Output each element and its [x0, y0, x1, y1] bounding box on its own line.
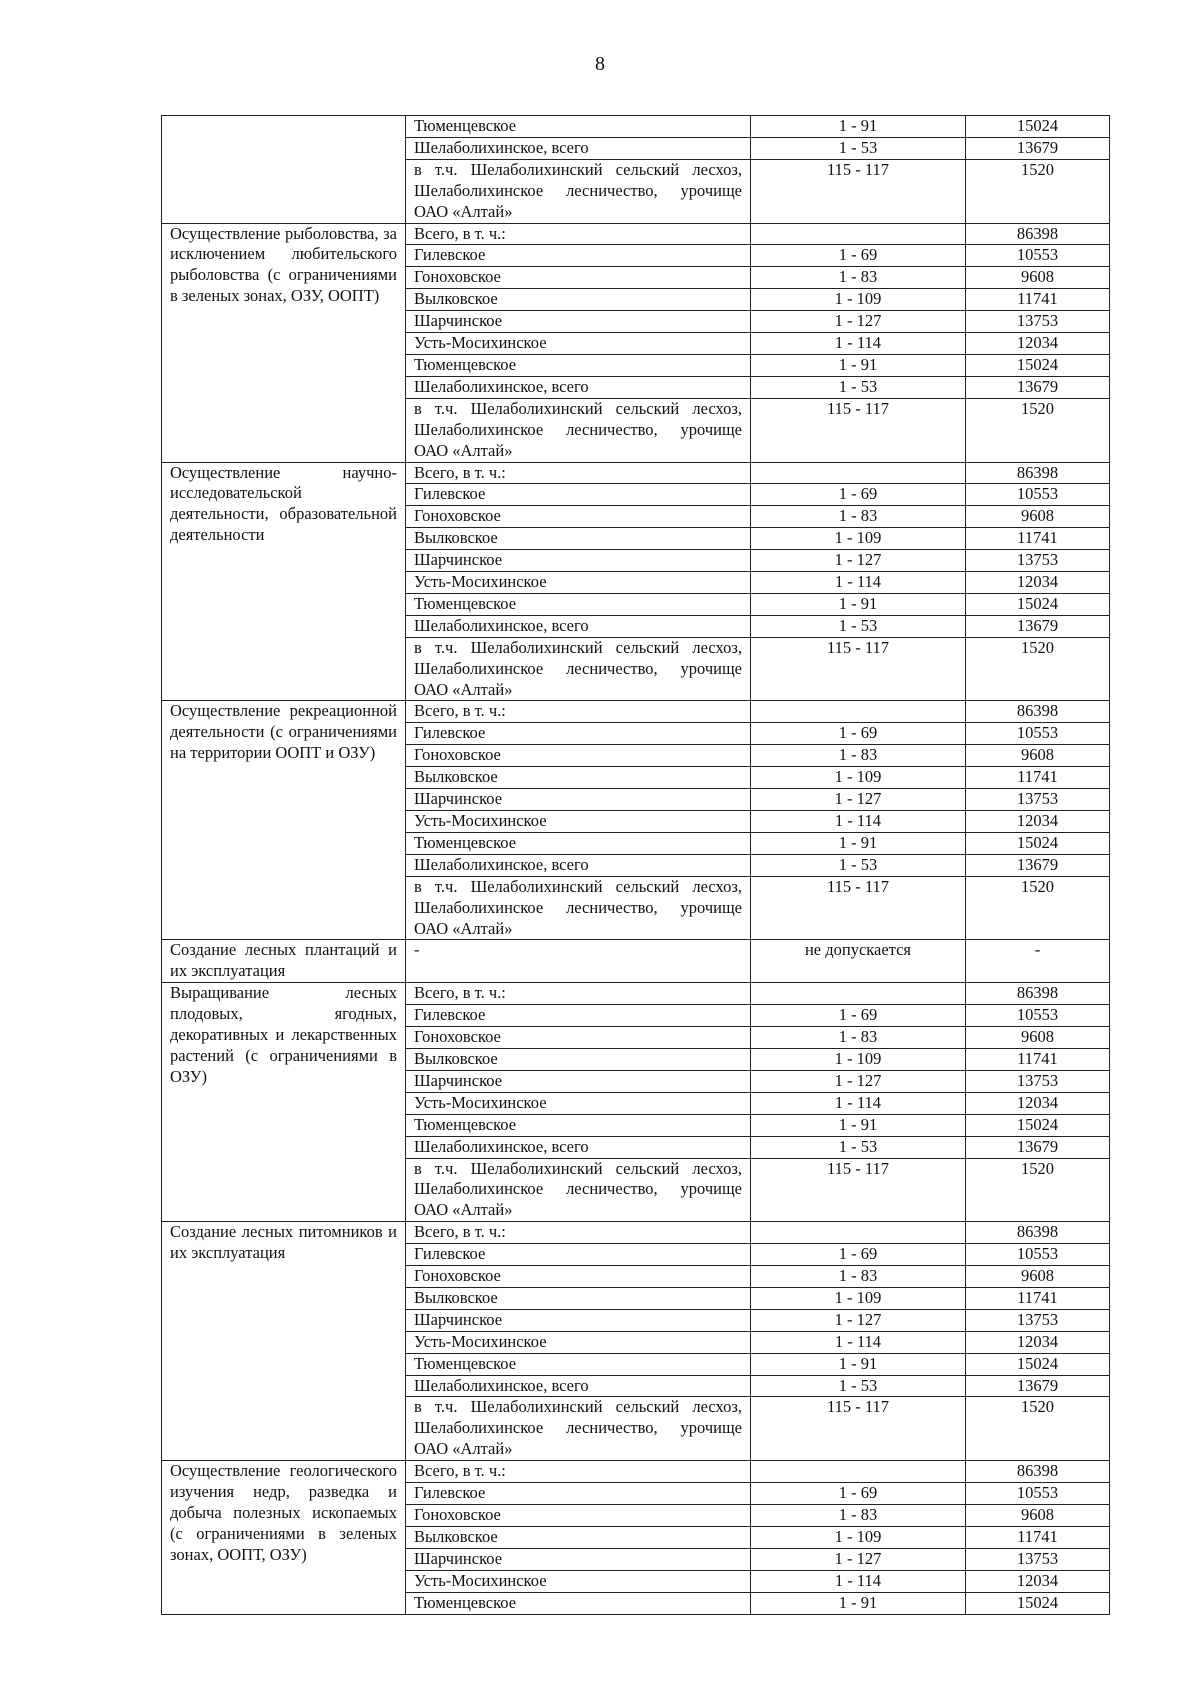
quarter-numbers-cell: 1 - 109 [751, 767, 966, 789]
quarter-numbers-cell: 1 - 127 [751, 1070, 966, 1092]
quarter-numbers-cell: 1 - 69 [751, 245, 966, 267]
area-cell: 9608 [966, 1505, 1110, 1527]
forestry-name-cell: в т.ч. Шелаболихинский сельский лесхоз, Шелаболихинское лесничество, урочище ОАО «Алтай» [406, 637, 751, 701]
forestry-name-cell: Шелаболихинское, всего [406, 1136, 751, 1158]
area-cell: 13753 [966, 1309, 1110, 1331]
quarter-numbers-cell: 1 - 91 [751, 832, 966, 854]
forestry-name-cell: Вылковское [406, 289, 751, 311]
table-row [162, 462, 1110, 484]
area-cell: 12034 [966, 1331, 1110, 1353]
forestry-name-cell: Усть-Мосихинское [406, 333, 751, 355]
forestry-name-cell: Всего, в т. ч.: [406, 701, 751, 723]
area-cell: 86398 [966, 983, 1110, 1005]
quarter-numbers-cell: 1 - 127 [751, 789, 966, 811]
area-cell: 13753 [966, 1070, 1110, 1092]
area-cell: 11741 [966, 767, 1110, 789]
quarter-numbers-cell: 1 - 91 [751, 1114, 966, 1136]
area-cell: 13679 [966, 1375, 1110, 1397]
forestry-name-cell: Шарчинское [406, 550, 751, 572]
table-row [162, 983, 1110, 1005]
quarter-numbers-cell: 1 - 109 [751, 1526, 966, 1548]
area-cell: 11741 [966, 1287, 1110, 1309]
forestry-name-cell: Шелаболихинское, всего [406, 854, 751, 876]
quarter-numbers-cell: 1 - 109 [751, 528, 966, 550]
forestry-name-cell: в т.ч. Шелаболихинский сельский лесхоз, Шелаболихинское лесничество, урочище ОАО «Алтай» [406, 398, 751, 462]
activity-cell: Осуществление рыболовства, за исключением любительского рыболовства (с ограничениями в зеленых зонах, ОЗУ, ООПТ) [162, 223, 406, 462]
area-cell: 13679 [966, 376, 1110, 398]
area-cell: 86398 [966, 462, 1110, 484]
quarter-numbers-cell [751, 1461, 966, 1483]
area-cell: 10553 [966, 245, 1110, 267]
forestry-name-cell: Гилевское [406, 1244, 751, 1266]
quarter-numbers-cell [751, 1222, 966, 1244]
area-cell: 9608 [966, 506, 1110, 528]
forestry-name-cell: Вылковское [406, 1048, 751, 1070]
quarter-numbers-cell: 1 - 83 [751, 1027, 966, 1049]
area-cell: 13753 [966, 311, 1110, 333]
forestry-name-cell: Гоноховское [406, 1027, 751, 1049]
area-cell: 9608 [966, 1266, 1110, 1288]
area-cell: 1520 [966, 1158, 1110, 1222]
activity-cell: Осуществление рекреационной деятельности (с ограничениями на территории ООПТ и ОЗУ) [162, 701, 406, 940]
activity-cell: Создание лесных плантаций и их эксплуатация [162, 940, 406, 983]
quarter-numbers-cell: 115 - 117 [751, 398, 966, 462]
area-cell: 1520 [966, 398, 1110, 462]
forestry-name-cell: Усть-Мосихинское [406, 1331, 751, 1353]
forestry-name-cell: Гоноховское [406, 745, 751, 767]
area-cell: 11741 [966, 289, 1110, 311]
quarter-numbers-cell [751, 462, 966, 484]
forestry-name-cell: Тюменцевское [406, 1114, 751, 1136]
area-cell: 12034 [966, 1092, 1110, 1114]
quarter-numbers-cell: 1 - 53 [751, 615, 966, 637]
forestry-name-cell: Гоноховское [406, 1266, 751, 1288]
page-number: 8 [595, 53, 605, 75]
area-cell: 15024 [966, 1592, 1110, 1614]
area-cell: 13753 [966, 789, 1110, 811]
forestry-name-cell: Всего, в т. ч.: [406, 1461, 751, 1483]
table-body [162, 116, 1110, 1615]
quarter-numbers-cell: 1 - 69 [751, 723, 966, 745]
forestry-name-cell: Вылковское [406, 767, 751, 789]
quarter-numbers-cell: 1 - 53 [751, 1136, 966, 1158]
forest-use-table [161, 115, 1110, 1615]
forestry-name-cell: Шелаболихинское, всего [406, 376, 751, 398]
area-cell: 9608 [966, 745, 1110, 767]
area-cell: 10553 [966, 723, 1110, 745]
forestry-name-cell: Усть-Мосихинское [406, 1092, 751, 1114]
quarter-numbers-cell: 1 - 114 [751, 1331, 966, 1353]
quarter-numbers-cell: 1 - 83 [751, 1266, 966, 1288]
forestry-name-cell: в т.ч. Шелаболихинский сельский лесхоз, Шелаболихинское лесничество, урочище ОАО «Алтай» [406, 1158, 751, 1222]
area-cell: 10553 [966, 1005, 1110, 1027]
area-cell: 13753 [966, 1548, 1110, 1570]
forestry-name-cell: Тюменцевское [406, 1353, 751, 1375]
quarter-numbers-cell [751, 983, 966, 1005]
forestry-name-cell: Всего, в т. ч.: [406, 223, 751, 245]
forestry-name-cell: Гилевское [406, 1483, 751, 1505]
area-cell: 1520 [966, 637, 1110, 701]
forestry-name-cell: Тюменцевское [406, 354, 751, 376]
quarter-numbers-cell: 1 - 114 [751, 811, 966, 833]
quarter-numbers-cell: 115 - 117 [751, 159, 966, 223]
quarter-numbers-cell: 1 - 53 [751, 854, 966, 876]
forestry-name-cell: Гоноховское [406, 1505, 751, 1527]
quarter-numbers-cell [751, 223, 966, 245]
area-cell: 86398 [966, 1222, 1110, 1244]
table-row [162, 1461, 1110, 1483]
quarter-numbers-cell: 1 - 127 [751, 1309, 966, 1331]
quarter-numbers-cell: 1 - 53 [751, 137, 966, 159]
quarter-numbers-cell: 1 - 109 [751, 1287, 966, 1309]
table-row [162, 701, 1110, 723]
forestry-name-cell: Шелаболихинское, всего [406, 137, 751, 159]
forestry-name-cell: Вылковское [406, 1287, 751, 1309]
area-cell: 12034 [966, 1570, 1110, 1592]
forestry-name-cell: Гилевское [406, 1005, 751, 1027]
activity-cell: Осуществление геологического изучения недр, разведка и добыча полезных ископаемых (с ограничениями в зеленых зонах, ООПТ, ОЗУ) [162, 1461, 406, 1614]
quarter-numbers-cell: 115 - 117 [751, 876, 966, 940]
quarter-numbers-cell: 1 - 127 [751, 311, 966, 333]
quarter-numbers-cell: 115 - 117 [751, 1158, 966, 1222]
area-cell: 86398 [966, 701, 1110, 723]
forestry-name-cell: - [406, 940, 751, 983]
forestry-name-cell: Гилевское [406, 484, 751, 506]
forestry-name-cell: Гилевское [406, 723, 751, 745]
forestry-name-cell: Шарчинское [406, 1309, 751, 1331]
activity-cell [162, 116, 406, 224]
quarter-numbers-cell: 1 - 69 [751, 1244, 966, 1266]
quarter-numbers-cell: 1 - 69 [751, 1483, 966, 1505]
area-cell: 15024 [966, 832, 1110, 854]
table-row [162, 223, 1110, 245]
forestry-name-cell: Гоноховское [406, 506, 751, 528]
forestry-name-cell: Усть-Мосихинское [406, 811, 751, 833]
area-cell: 15024 [966, 593, 1110, 615]
forestry-name-cell: Тюменцевское [406, 116, 751, 138]
area-cell: 13753 [966, 550, 1110, 572]
quarter-numbers-cell: 115 - 117 [751, 637, 966, 701]
area-cell: 9608 [966, 1027, 1110, 1049]
forestry-name-cell: Шелаболихинское, всего [406, 615, 751, 637]
area-cell: 13679 [966, 1136, 1110, 1158]
area-cell: 15024 [966, 1114, 1110, 1136]
quarter-numbers-cell: 1 - 69 [751, 1005, 966, 1027]
area-cell: 15024 [966, 354, 1110, 376]
quarter-numbers-cell: 1 - 91 [751, 1592, 966, 1614]
quarter-numbers-cell: 1 - 114 [751, 572, 966, 594]
forestry-name-cell: Шарчинское [406, 311, 751, 333]
quarter-numbers-cell: не допускается [751, 940, 966, 983]
activity-cell: Выращивание лесных плодовых, ягодных, декоративных и лекарственных растений (с ограничениями в ОЗУ) [162, 983, 406, 1222]
area-cell: 15024 [966, 1353, 1110, 1375]
quarter-numbers-cell: 1 - 114 [751, 1570, 966, 1592]
quarter-numbers-cell: 1 - 109 [751, 1048, 966, 1070]
forestry-name-cell: Шарчинское [406, 1548, 751, 1570]
forestry-name-cell: Усть-Мосихинское [406, 572, 751, 594]
forestry-name-cell: Всего, в т. ч.: [406, 1222, 751, 1244]
quarter-numbers-cell: 1 - 83 [751, 506, 966, 528]
forestry-name-cell: Шарчинское [406, 1070, 751, 1092]
forestry-name-cell: Вылковское [406, 1526, 751, 1548]
quarter-numbers-cell: 1 - 114 [751, 1092, 966, 1114]
quarter-numbers-cell [751, 701, 966, 723]
forestry-name-cell: Всего, в т. ч.: [406, 983, 751, 1005]
quarter-numbers-cell: 1 - 127 [751, 1548, 966, 1570]
forestry-name-cell: Усть-Мосихинское [406, 1570, 751, 1592]
area-cell: 9608 [966, 267, 1110, 289]
forestry-name-cell: Вылковское [406, 528, 751, 550]
forestry-name-cell: Всего, в т. ч.: [406, 462, 751, 484]
area-cell: 10553 [966, 484, 1110, 506]
forestry-name-cell: Гилевское [406, 245, 751, 267]
forestry-name-cell: Шелаболихинское, всего [406, 1375, 751, 1397]
area-cell: 15024 [966, 116, 1110, 138]
forestry-name-cell: Шарчинское [406, 789, 751, 811]
area-cell: 1520 [966, 159, 1110, 223]
forestry-name-cell: Тюменцевское [406, 1592, 751, 1614]
quarter-numbers-cell: 115 - 117 [751, 1397, 966, 1461]
quarter-numbers-cell: 1 - 91 [751, 1353, 966, 1375]
area-cell: 10553 [966, 1483, 1110, 1505]
area-cell: 1520 [966, 876, 1110, 940]
forestry-name-cell: Тюменцевское [406, 832, 751, 854]
area-cell: 12034 [966, 572, 1110, 594]
table-row [162, 116, 1110, 138]
area-cell: 11741 [966, 1048, 1110, 1070]
quarter-numbers-cell: 1 - 91 [751, 354, 966, 376]
forestry-name-cell: в т.ч. Шелаболихинский сельский лесхоз, Шелаболихинское лесничество, урочище ОАО «Алтай» [406, 1397, 751, 1461]
activity-cell: Создание лесных питомников и их эксплуатация [162, 1222, 406, 1461]
quarter-numbers-cell: 1 - 83 [751, 267, 966, 289]
area-cell: 10553 [966, 1244, 1110, 1266]
quarter-numbers-cell: 1 - 127 [751, 550, 966, 572]
table-row [162, 940, 1110, 983]
quarter-numbers-cell: 1 - 53 [751, 376, 966, 398]
quarter-numbers-cell: 1 - 69 [751, 484, 966, 506]
table-row [162, 1222, 1110, 1244]
area-cell: 13679 [966, 137, 1110, 159]
quarter-numbers-cell: 1 - 91 [751, 116, 966, 138]
area-cell: 86398 [966, 1461, 1110, 1483]
area-cell: 12034 [966, 811, 1110, 833]
quarter-numbers-cell: 1 - 114 [751, 333, 966, 355]
forestry-name-cell: в т.ч. Шелаболихинский сельский лесхоз, Шелаболихинское лесничество, урочище ОАО «Алтай» [406, 876, 751, 940]
forestry-name-cell: Гоноховское [406, 267, 751, 289]
area-cell: - [966, 940, 1110, 983]
area-cell: 11741 [966, 1526, 1110, 1548]
activity-cell: Осуществление научно-исследовательской деятельности, образовательной деятельности [162, 462, 406, 701]
area-cell: 12034 [966, 333, 1110, 355]
area-cell: 13679 [966, 615, 1110, 637]
quarter-numbers-cell: 1 - 83 [751, 1505, 966, 1527]
quarter-numbers-cell: 1 - 83 [751, 745, 966, 767]
area-cell: 1520 [966, 1397, 1110, 1461]
quarter-numbers-cell: 1 - 91 [751, 593, 966, 615]
quarter-numbers-cell: 1 - 53 [751, 1375, 966, 1397]
forestry-name-cell: Тюменцевское [406, 593, 751, 615]
quarter-numbers-cell: 1 - 109 [751, 289, 966, 311]
area-cell: 13679 [966, 854, 1110, 876]
area-cell: 11741 [966, 528, 1110, 550]
area-cell: 86398 [966, 223, 1110, 245]
forestry-name-cell: в т.ч. Шелаболихинский сельский лесхоз, Шелаболихинское лесничество, урочище ОАО «Алтай» [406, 159, 751, 223]
